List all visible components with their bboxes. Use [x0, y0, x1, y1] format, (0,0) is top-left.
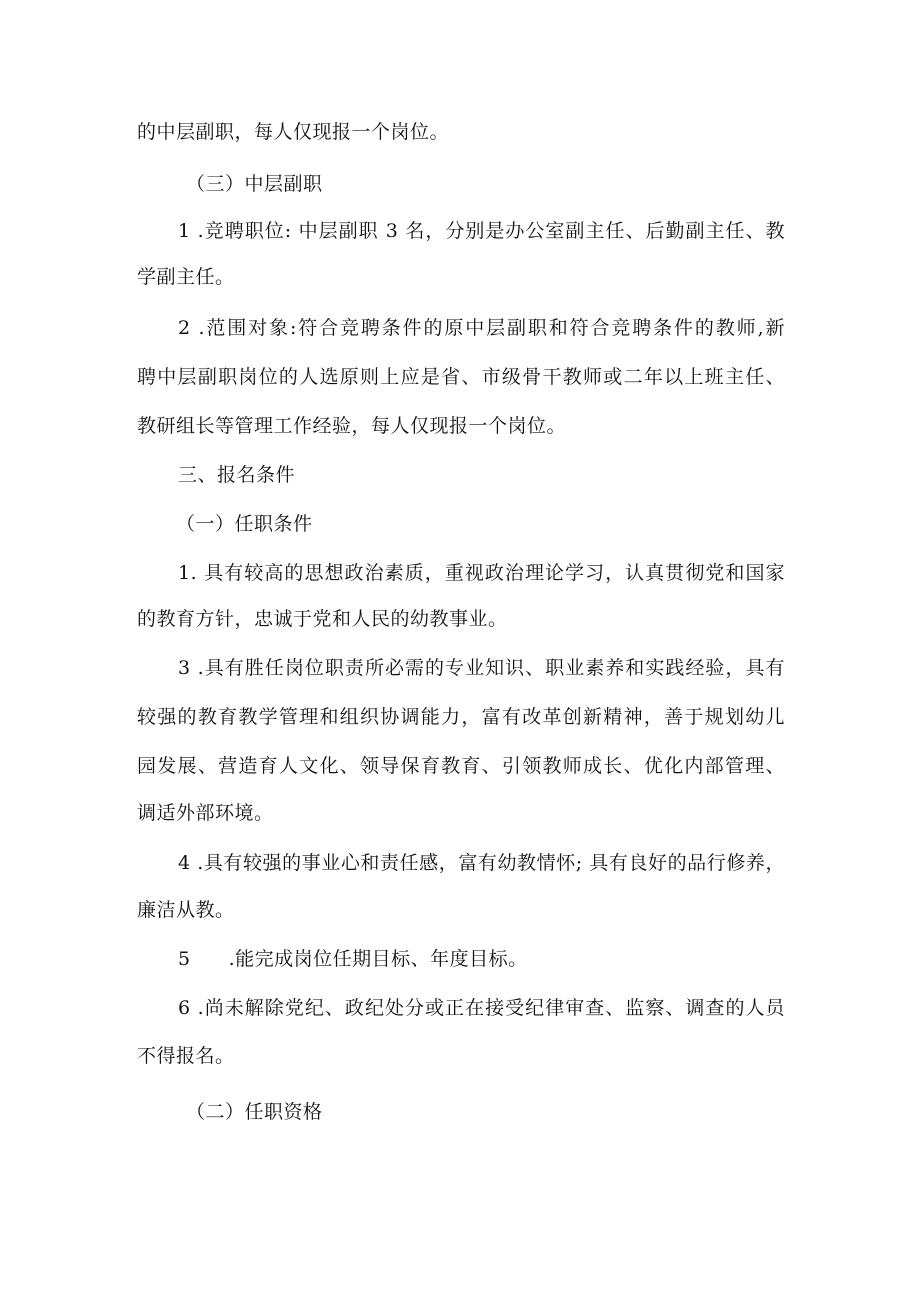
text-line: 2 .范围对象:符合竞聘条件的原中层副职和符合竞聘条件的教师,新 — [178, 317, 785, 339]
text-line: 较强的教育教学管理和组织协调能力，富有改革创新精神，善于规划幼儿 — [137, 706, 785, 728]
text-line: 园发展、营造育人文化、领导保育教育、引领教师成长、优化内部管理、 — [137, 755, 785, 777]
text-line: 的教育方针，忠诚于党和人民的幼教事业。 — [137, 608, 508, 630]
section-heading: （三）中层副职 — [186, 173, 323, 195]
text-line: 调适外部环境。 — [137, 802, 274, 824]
item-number: 5 — [178, 948, 191, 970]
text-line: 6 .尚未解除党纪、政纪处分或正在接受纪律审查、监察、调查的人员 — [178, 997, 785, 1019]
text-line: 廉洁从教。 — [137, 899, 235, 921]
text-line: 聘中层副职岗位的人选原则上应是省、市级骨干教师或二年以上班主任、 — [137, 366, 785, 388]
section-heading: 三、报名条件 — [178, 464, 296, 486]
section-heading: （二）任职资格 — [186, 1101, 323, 1123]
text-line — [178, 946, 528, 972]
text-line: 教研组长等管理工作经验，每人仅现报一个岗位。 — [137, 415, 567, 437]
text-line: 学副主任。 — [137, 266, 235, 288]
text-line: 1. 具有较高的思想政治素质，重视政治理论学习，认真贯彻党和国家 — [178, 562, 785, 584]
text-line: 1 .竞聘职位: 中层副职 3 名，分别是办公室副主任、后勤副主任、教 — [178, 220, 785, 242]
item-text: .能完成岗位任期目标、年度目标。 — [228, 948, 528, 970]
section-heading: （一）任职条件 — [176, 513, 313, 535]
text-line: 3 .具有胜任岗位职责所必需的专业知识、职业素养和实践经验，具有 — [178, 657, 785, 679]
text-line: 4 .具有较强的事业心和责任感，富有幼教情怀; 具有良好的品行修养， — [178, 852, 785, 874]
text-line: 的中层副职，每人仅现报一个岗位。 — [137, 121, 450, 143]
text-line: 不得报名。 — [137, 1045, 235, 1067]
